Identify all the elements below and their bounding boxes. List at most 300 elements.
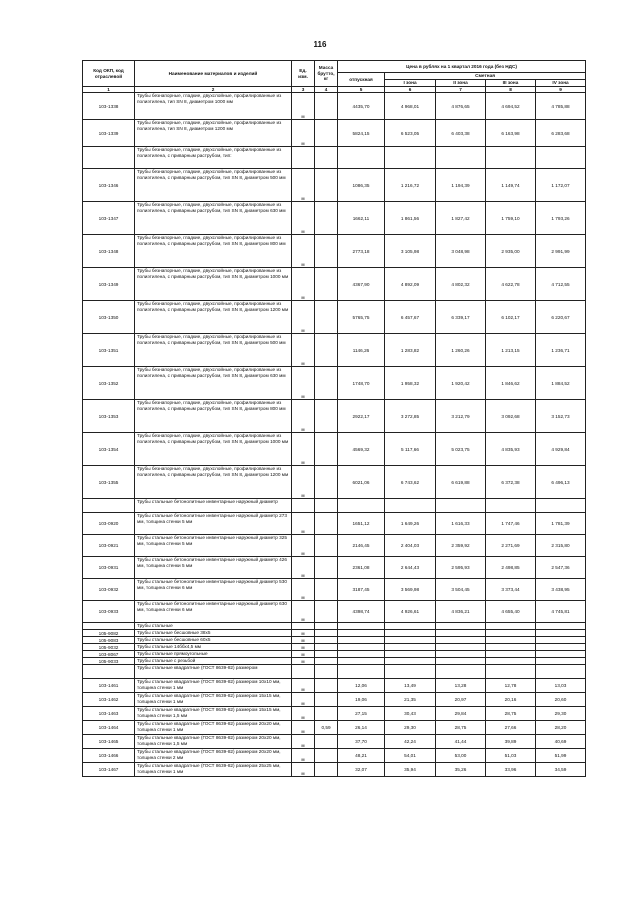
table-row [83, 601, 586, 623]
row-zone-2-price: 6 619,88 [436, 466, 486, 499]
row-release-price [338, 147, 385, 169]
row-zone-3-price: 3 092,68 [486, 400, 536, 433]
row-zone-3-price [486, 630, 536, 637]
row-zone-3-price: 1 213,15 [486, 334, 536, 367]
row-zone-3-price [486, 651, 536, 658]
row-zone-4-price [536, 651, 586, 658]
row-name: Трубы стальные бетонолитные инвентарные наружный диаметр 530 мм, толщина стенки 6 мм [135, 579, 292, 601]
header-unit: Ед. изм. [292, 61, 315, 87]
row-zone-1-price [385, 665, 436, 679]
row-zone-2-price [436, 658, 486, 665]
row-zone-1-price: 1 216,72 [385, 169, 436, 202]
row-mass [315, 693, 338, 707]
row-zone-2-price: 6 403,38 [436, 120, 486, 147]
row-zone-1-price [385, 630, 436, 637]
table-row [83, 693, 586, 707]
page-number: 116 [313, 40, 327, 49]
row-unit: м [292, 579, 315, 601]
row-release-price: 2361,08 [338, 557, 385, 579]
row-zone-3-price: 39,89 [486, 735, 536, 749]
row-mass [315, 601, 338, 623]
row-release-price [338, 665, 385, 679]
row-unit [292, 499, 315, 513]
row-zone-3-price [486, 644, 536, 651]
header-code: Код ОКП, код отраслевой [83, 61, 135, 87]
row-mass: 0,59 [315, 721, 338, 735]
row-zone-1-price: 1 861,56 [385, 202, 436, 235]
row-name: Трубы стальные квадратные (ГОСТ 8639-82) размером 20х20 мм, толщина стенки 1,5 мм [135, 735, 292, 749]
row-zone-4-price [536, 623, 586, 630]
row-code: 105-9032 [83, 644, 135, 651]
row-zone-4-price: 4 745,81 [536, 601, 586, 623]
row-zone-4-price [536, 637, 586, 644]
row-zone-4-price: 34,59 [536, 763, 586, 777]
table-row [83, 301, 586, 334]
table-row [83, 367, 586, 400]
row-code: 103-1467 [83, 763, 135, 777]
table-row [83, 400, 586, 433]
row-code: 103-1352 [83, 367, 135, 400]
row-mass [315, 644, 338, 651]
row-zone-2-price: 2 359,92 [436, 535, 486, 557]
row-mass [315, 735, 338, 749]
row-zone-2-price: 1 616,33 [436, 513, 486, 535]
row-zone-1-price [385, 658, 436, 665]
row-name: Трубы безнапорные, гладкие, двухслойные, профилированные из полиэтилена, тип SN 8, диаметром 1200 мм [135, 120, 292, 147]
table-row [83, 557, 586, 579]
row-release-price: 5765,75 [338, 301, 385, 334]
row-unit: м [292, 400, 315, 433]
row-zone-3-price: 2 271,69 [486, 535, 536, 557]
table-row [83, 202, 586, 235]
row-name: Трубы стальные квадратные (ГОСТ 8639-82) размером 15х15 мм, толщина стенки 1,5 мм [135, 707, 292, 721]
row-zone-3-price: 4 835,93 [486, 433, 536, 466]
header-zone-3: III зона [486, 80, 536, 87]
column-number: 5 [338, 87, 385, 93]
row-zone-2-price: 53,00 [436, 749, 486, 763]
row-name: Трубы стальные с резьбой [135, 658, 292, 665]
row-zone-2-price: 1 260,26 [436, 334, 486, 367]
row-name: Трубы стальные квадратные (ГОСТ 8639-82) размером 20х20 мм, толщина стенки 1 мм [135, 721, 292, 735]
row-code: 103-1464 [83, 721, 135, 735]
row-code: 103-0921 [83, 535, 135, 557]
table-row [83, 268, 586, 301]
row-code: 103-1347 [83, 202, 135, 235]
row-unit: м [292, 601, 315, 623]
row-zone-4-price: 51,99 [536, 749, 586, 763]
row-name: Трубы стальные бетонолитные инвентарные наружный диаметр 273 мм, толщина стенки 5 мм [135, 513, 292, 535]
row-unit: м [292, 235, 315, 268]
row-code [83, 499, 135, 513]
row-mass [315, 763, 338, 777]
row-release-price [338, 644, 385, 651]
row-name: Трубы стальные бесшовные 60х5 [135, 637, 292, 644]
row-code [83, 665, 135, 679]
row-zone-1-price: 1 283,82 [385, 334, 436, 367]
row-mass [315, 499, 338, 513]
row-zone-3-price: 4 694,52 [486, 93, 536, 120]
table-row [83, 235, 586, 268]
row-name: Трубы стальные квадратные (ГОСТ 8639-82) размером 15х15 мм, толщина стенки 1 мм [135, 693, 292, 707]
row-zone-1-price: 4 892,09 [385, 268, 436, 301]
row-unit: м [292, 301, 315, 334]
row-mass [315, 169, 338, 202]
column-number: 8 [486, 87, 536, 93]
table-row [83, 707, 586, 721]
row-zone-4-price [536, 658, 586, 665]
row-zone-4-price: 2 315,80 [536, 535, 586, 557]
table-row [83, 721, 586, 735]
row-zone-3-price: 51,03 [486, 749, 536, 763]
table-row [83, 623, 586, 630]
row-zone-2-price: 6 339,17 [436, 301, 486, 334]
table-row [83, 651, 586, 658]
row-mass [315, 147, 338, 169]
row-zone-3-price: 1 846,62 [486, 367, 536, 400]
table-row [83, 93, 586, 120]
row-code: 103-1346 [83, 169, 135, 202]
row-release-price: 2773,18 [338, 235, 385, 268]
price-table [82, 60, 586, 777]
row-zone-4-price: 6 283,68 [536, 120, 586, 147]
row-zone-2-price: 4 876,65 [436, 93, 486, 120]
row-name: Трубы безнапорные, гладкие, двухслойные, профилированные из полиэтилена, с приварным раструбом, тип SN 8, диаметром 1000 мм [135, 433, 292, 466]
row-zone-1-price [385, 499, 436, 513]
table-row [83, 169, 586, 202]
row-release-price [338, 499, 385, 513]
row-zone-3-price [486, 637, 536, 644]
row-zone-1-price: 5 117,66 [385, 433, 436, 466]
row-mass [315, 623, 338, 630]
row-zone-2-price: 41,44 [436, 735, 486, 749]
row-zone-3-price: 1 759,10 [486, 202, 536, 235]
row-code: 103-1354 [83, 433, 135, 466]
row-release-price: 6021,06 [338, 466, 385, 499]
row-zone-1-price [385, 651, 436, 658]
row-zone-4-price: 4 785,88 [536, 93, 586, 120]
row-zone-4-price [536, 630, 586, 637]
row-zone-3-price: 27,66 [486, 721, 536, 735]
row-unit: м [292, 637, 315, 644]
row-release-price: 1662,11 [338, 202, 385, 235]
row-mass [315, 400, 338, 433]
table-row [83, 433, 586, 466]
row-unit [292, 623, 315, 630]
row-code: 103-1339 [83, 120, 135, 147]
table-row [83, 665, 586, 679]
column-number: 6 [385, 87, 436, 93]
row-code: 105-9083 [83, 637, 135, 644]
row-mass [315, 235, 338, 268]
row-zone-4-price: 1 793,26 [536, 202, 586, 235]
row-release-price [338, 651, 385, 658]
row-release-price: 27,15 [338, 707, 385, 721]
row-mass [315, 334, 338, 367]
row-code: 103-8067 [83, 651, 135, 658]
row-name: Трубы безнапорные, гладкие, двухслойные, профилированные из полиэтилена, с приварным раструбом, тип SN 8, диаметром 500 мм [135, 334, 292, 367]
row-zone-3-price: 2 935,00 [486, 235, 536, 268]
row-code: 103-0933 [83, 601, 135, 623]
row-release-price: 1748,70 [338, 367, 385, 400]
table-body [83, 93, 586, 777]
row-zone-2-price: 13,28 [436, 679, 486, 693]
row-release-price: 4569,32 [338, 433, 385, 466]
row-name: Трубы безнапорные, гладкие, двухслойные, профилированные из полиэтилена, с приварным раструбом, тип SN 8, диаметром 1200 мм [135, 301, 292, 334]
row-release-price: 4398,74 [338, 601, 385, 623]
row-code: 103-1355 [83, 466, 135, 499]
row-name: Трубы стальные [135, 623, 292, 630]
row-zone-4-price [536, 644, 586, 651]
row-zone-1-price [385, 623, 436, 630]
row-zone-2-price [436, 651, 486, 658]
row-zone-3-price: 33,96 [486, 763, 536, 777]
row-unit: м [292, 557, 315, 579]
row-mass [315, 535, 338, 557]
row-mass [315, 513, 338, 535]
row-zone-3-price: 20,16 [486, 693, 536, 707]
row-mass [315, 367, 338, 400]
row-zone-4-price: 4 929,84 [536, 433, 586, 466]
row-zone-2-price [436, 623, 486, 630]
table-row [83, 535, 586, 557]
row-mass [315, 658, 338, 665]
row-zone-1-price: 1 958,32 [385, 367, 436, 400]
row-zone-2-price: 3 504,45 [436, 579, 486, 601]
row-zone-1-price: 54,01 [385, 749, 436, 763]
row-release-price [338, 623, 385, 630]
row-unit: м [292, 763, 315, 777]
row-zone-3-price: 1 149,74 [486, 169, 536, 202]
table-row [83, 749, 586, 763]
row-unit: м [292, 721, 315, 735]
row-zone-1-price: 3 569,98 [385, 579, 436, 601]
row-zone-2-price: 29,84 [436, 707, 486, 721]
row-mass [315, 202, 338, 235]
row-name: Трубы безнапорные, гладкие, двухслойные, профилированные из полиэтилена, с приварным раструбом, тип SN 8, диаметром 1000 мм [135, 268, 292, 301]
row-mass [315, 665, 338, 679]
row-zone-2-price [436, 499, 486, 513]
row-zone-1-price: 6 457,67 [385, 301, 436, 334]
row-release-price: 19,06 [338, 693, 385, 707]
row-zone-1-price: 42,24 [385, 735, 436, 749]
table-row [83, 735, 586, 749]
row-name: Трубы безнапорные, гладкие, двухслойные, профилированные из полиэтилена, с приварным раструбом, тип SN 8, диаметром 1200 мм [135, 466, 292, 499]
row-zone-2-price: 1 194,39 [436, 169, 486, 202]
table-row [83, 579, 586, 601]
row-zone-4-price: 2 991,99 [536, 235, 586, 268]
row-release-price: 48,21 [338, 749, 385, 763]
row-unit: м [292, 535, 315, 557]
row-zone-3-price: 28,75 [486, 707, 536, 721]
row-zone-2-price: 4 802,32 [436, 268, 486, 301]
row-zone-1-price [385, 644, 436, 651]
row-zone-3-price: 12,78 [486, 679, 536, 693]
row-unit: м [292, 707, 315, 721]
row-name: Трубы безнапорные, гладкие, двухслойные, профилированные из полиэтилена, с приварным раструбом, тип SN 8, диаметром 500 мм [135, 169, 292, 202]
row-release-price: 12,06 [338, 679, 385, 693]
row-release-price: 37,70 [338, 735, 385, 749]
row-zone-2-price: 2 595,93 [436, 557, 486, 579]
row-zone-4-price: 3 152,73 [536, 400, 586, 433]
row-name: Трубы стальные бетонолитные инвентарные наружный диаметр 630 мм, толщина стенки 6 мм [135, 601, 292, 623]
row-code: 103-1462 [83, 693, 135, 707]
column-number: 1 [83, 87, 135, 93]
row-mass [315, 301, 338, 334]
row-release-price: 5824,15 [338, 120, 385, 147]
row-zone-1-price: 6 523,05 [385, 120, 436, 147]
row-code: 105-9082 [83, 630, 135, 637]
row-release-price [338, 637, 385, 644]
row-zone-2-price [436, 630, 486, 637]
row-name: Трубы стальные квадратные (ГОСТ 8639-82) размером 20х20 мм, толщина стенки 2 мм [135, 749, 292, 763]
header-release: отпускная [338, 73, 385, 87]
row-code: 103-1353 [83, 400, 135, 433]
row-name: Трубы безнапорные, гладкие, двухслойные, профилированные из полиэтилена, с приварным раструбом, тип SN 8, диаметром 800 мм [135, 235, 292, 268]
column-number: 4 [315, 87, 338, 93]
row-unit: м [292, 513, 315, 535]
row-release-price: 3187,45 [338, 579, 385, 601]
row-zone-3-price [486, 665, 536, 679]
row-release-price: 32,07 [338, 763, 385, 777]
row-zone-3-price [486, 658, 536, 665]
row-zone-3-price: 6 102,17 [486, 301, 536, 334]
header-zone-1: I зона [385, 80, 436, 87]
row-name: Трубы безнапорные, гладкие, двухслойные, профилированные из полиэтилена, с приварным раструбом, тип SN 8, диаметром 630 мм [135, 202, 292, 235]
row-zone-4-price [536, 499, 586, 513]
row-unit: м [292, 644, 315, 651]
row-code: 103-0932 [83, 579, 135, 601]
row-zone-2-price: 28,75 [436, 721, 486, 735]
row-release-price: 4435,70 [338, 93, 385, 120]
row-zone-3-price: 4 655,40 [486, 601, 536, 623]
row-release-price: 2922,17 [338, 400, 385, 433]
row-name: Трубы безнапорные, гладкие, двухслойные, профилированные из полиэтилена, с приварным раструбом, тип SN 8, диаметром 630 мм [135, 367, 292, 400]
row-zone-3-price: 2 498,85 [486, 557, 536, 579]
row-release-price [338, 658, 385, 665]
row-zone-4-price: 28,20 [536, 721, 586, 735]
row-unit: м [292, 268, 315, 301]
row-code [83, 147, 135, 169]
header-mass: Масса брутто, кг [315, 61, 338, 87]
header-name: Наименование материалов и изделий [135, 61, 292, 87]
row-unit [292, 665, 315, 679]
row-mass [315, 637, 338, 644]
row-mass [315, 679, 338, 693]
row-zone-2-price: 1 827,42 [436, 202, 486, 235]
row-zone-2-price: 35,26 [436, 763, 486, 777]
table-row [83, 637, 586, 644]
row-release-price [338, 630, 385, 637]
row-zone-1-price [385, 147, 436, 169]
row-mass [315, 651, 338, 658]
row-code: 105-9033 [83, 658, 135, 665]
row-mass [315, 466, 338, 499]
column-number: 7 [436, 87, 486, 93]
row-zone-1-price: 2 404,03 [385, 535, 436, 557]
row-zone-2-price [436, 644, 486, 651]
row-zone-1-price: 13,49 [385, 679, 436, 693]
table-row [83, 679, 586, 693]
row-unit: м [292, 735, 315, 749]
row-name: Трубы стальные квадратные (ГОСТ 8639-82) размером 25х25 мм, толщина стенки 1 мм [135, 763, 292, 777]
row-zone-4-price: 1 172,07 [536, 169, 586, 202]
row-zone-1-price: 21,35 [385, 693, 436, 707]
row-zone-1-price [385, 637, 436, 644]
row-zone-4-price: 3 438,95 [536, 579, 586, 601]
row-code: 103-0920 [83, 513, 135, 535]
row-unit [292, 147, 315, 169]
row-zone-4-price: 6 496,13 [536, 466, 586, 499]
column-number: 2 [135, 87, 292, 93]
row-name: Трубы стальные бетонолитные инвентарные наружный диаметр 325 мм, толщина стенки 5 мм [135, 535, 292, 557]
row-code [83, 623, 135, 630]
row-zone-4-price: 20,60 [536, 693, 586, 707]
header-zone-4: IV зона [536, 80, 586, 87]
row-unit: м [292, 693, 315, 707]
row-unit: м [292, 93, 315, 120]
header-zone-2: II зона [436, 80, 486, 87]
row-unit: м [292, 169, 315, 202]
row-unit: м [292, 334, 315, 367]
row-zone-1-price: 30,43 [385, 707, 436, 721]
row-zone-3-price: 1 747,46 [486, 513, 536, 535]
row-zone-1-price: 6 743,62 [385, 466, 436, 499]
row-unit: м [292, 658, 315, 665]
table-row [83, 658, 586, 665]
table-row [83, 466, 586, 499]
table-row [83, 499, 586, 513]
row-mass [315, 557, 338, 579]
row-zone-4-price: 4 712,55 [536, 268, 586, 301]
row-unit: м [292, 466, 315, 499]
row-zone-4-price [536, 147, 586, 169]
table-row [83, 630, 586, 637]
row-name: Трубы стальные квадратные (ГОСТ 8639-82) размером 10х10 мм, толщина стенки 1 мм [135, 679, 292, 693]
row-release-price: 26,14 [338, 721, 385, 735]
row-zone-4-price: 1 884,52 [536, 367, 586, 400]
row-code: 103-1349 [83, 268, 135, 301]
row-zone-1-price: 2 644,43 [385, 557, 436, 579]
row-zone-4-price: 6 220,67 [536, 301, 586, 334]
row-code: 103-1463 [83, 707, 135, 721]
row-zone-3-price: 6 163,98 [486, 120, 536, 147]
row-zone-4-price: 13,03 [536, 679, 586, 693]
row-zone-4-price: 1 236,71 [536, 334, 586, 367]
row-name: Трубы стальные прямоугольные [135, 651, 292, 658]
row-code: 103-1351 [83, 334, 135, 367]
row-name: Трубы безнапорные, гладкие, двухслойные, профилированные из полиэтилена, с приварным раструбом, тип: [135, 147, 292, 169]
row-mass [315, 433, 338, 466]
row-zone-1-price: 1 649,26 [385, 513, 436, 535]
row-code: 103-1466 [83, 749, 135, 763]
row-name: Трубы стальные квадратные (ГОСТ 8639-82) размером [135, 665, 292, 679]
row-mass [315, 707, 338, 721]
table-row [83, 644, 586, 651]
row-zone-2-price: 3 048,98 [436, 235, 486, 268]
row-zone-2-price: 5 023,75 [436, 433, 486, 466]
row-unit: м [292, 433, 315, 466]
table-row [83, 120, 586, 147]
row-zone-4-price: 29,30 [536, 707, 586, 721]
row-zone-4-price: 1 781,39 [536, 513, 586, 535]
row-mass [315, 749, 338, 763]
row-unit: м [292, 202, 315, 235]
header-price-group: Цена в рублях на 1 квартал 2016 года (без НДС) [338, 61, 586, 73]
row-name: Трубы безнапорные, гладкие, двухслойные, профилированные из полиэтилена, тип SN 8, диаметром 1000 мм [135, 93, 292, 120]
row-unit: м [292, 367, 315, 400]
row-zone-2-price: 4 836,21 [436, 601, 486, 623]
row-unit: м [292, 749, 315, 763]
